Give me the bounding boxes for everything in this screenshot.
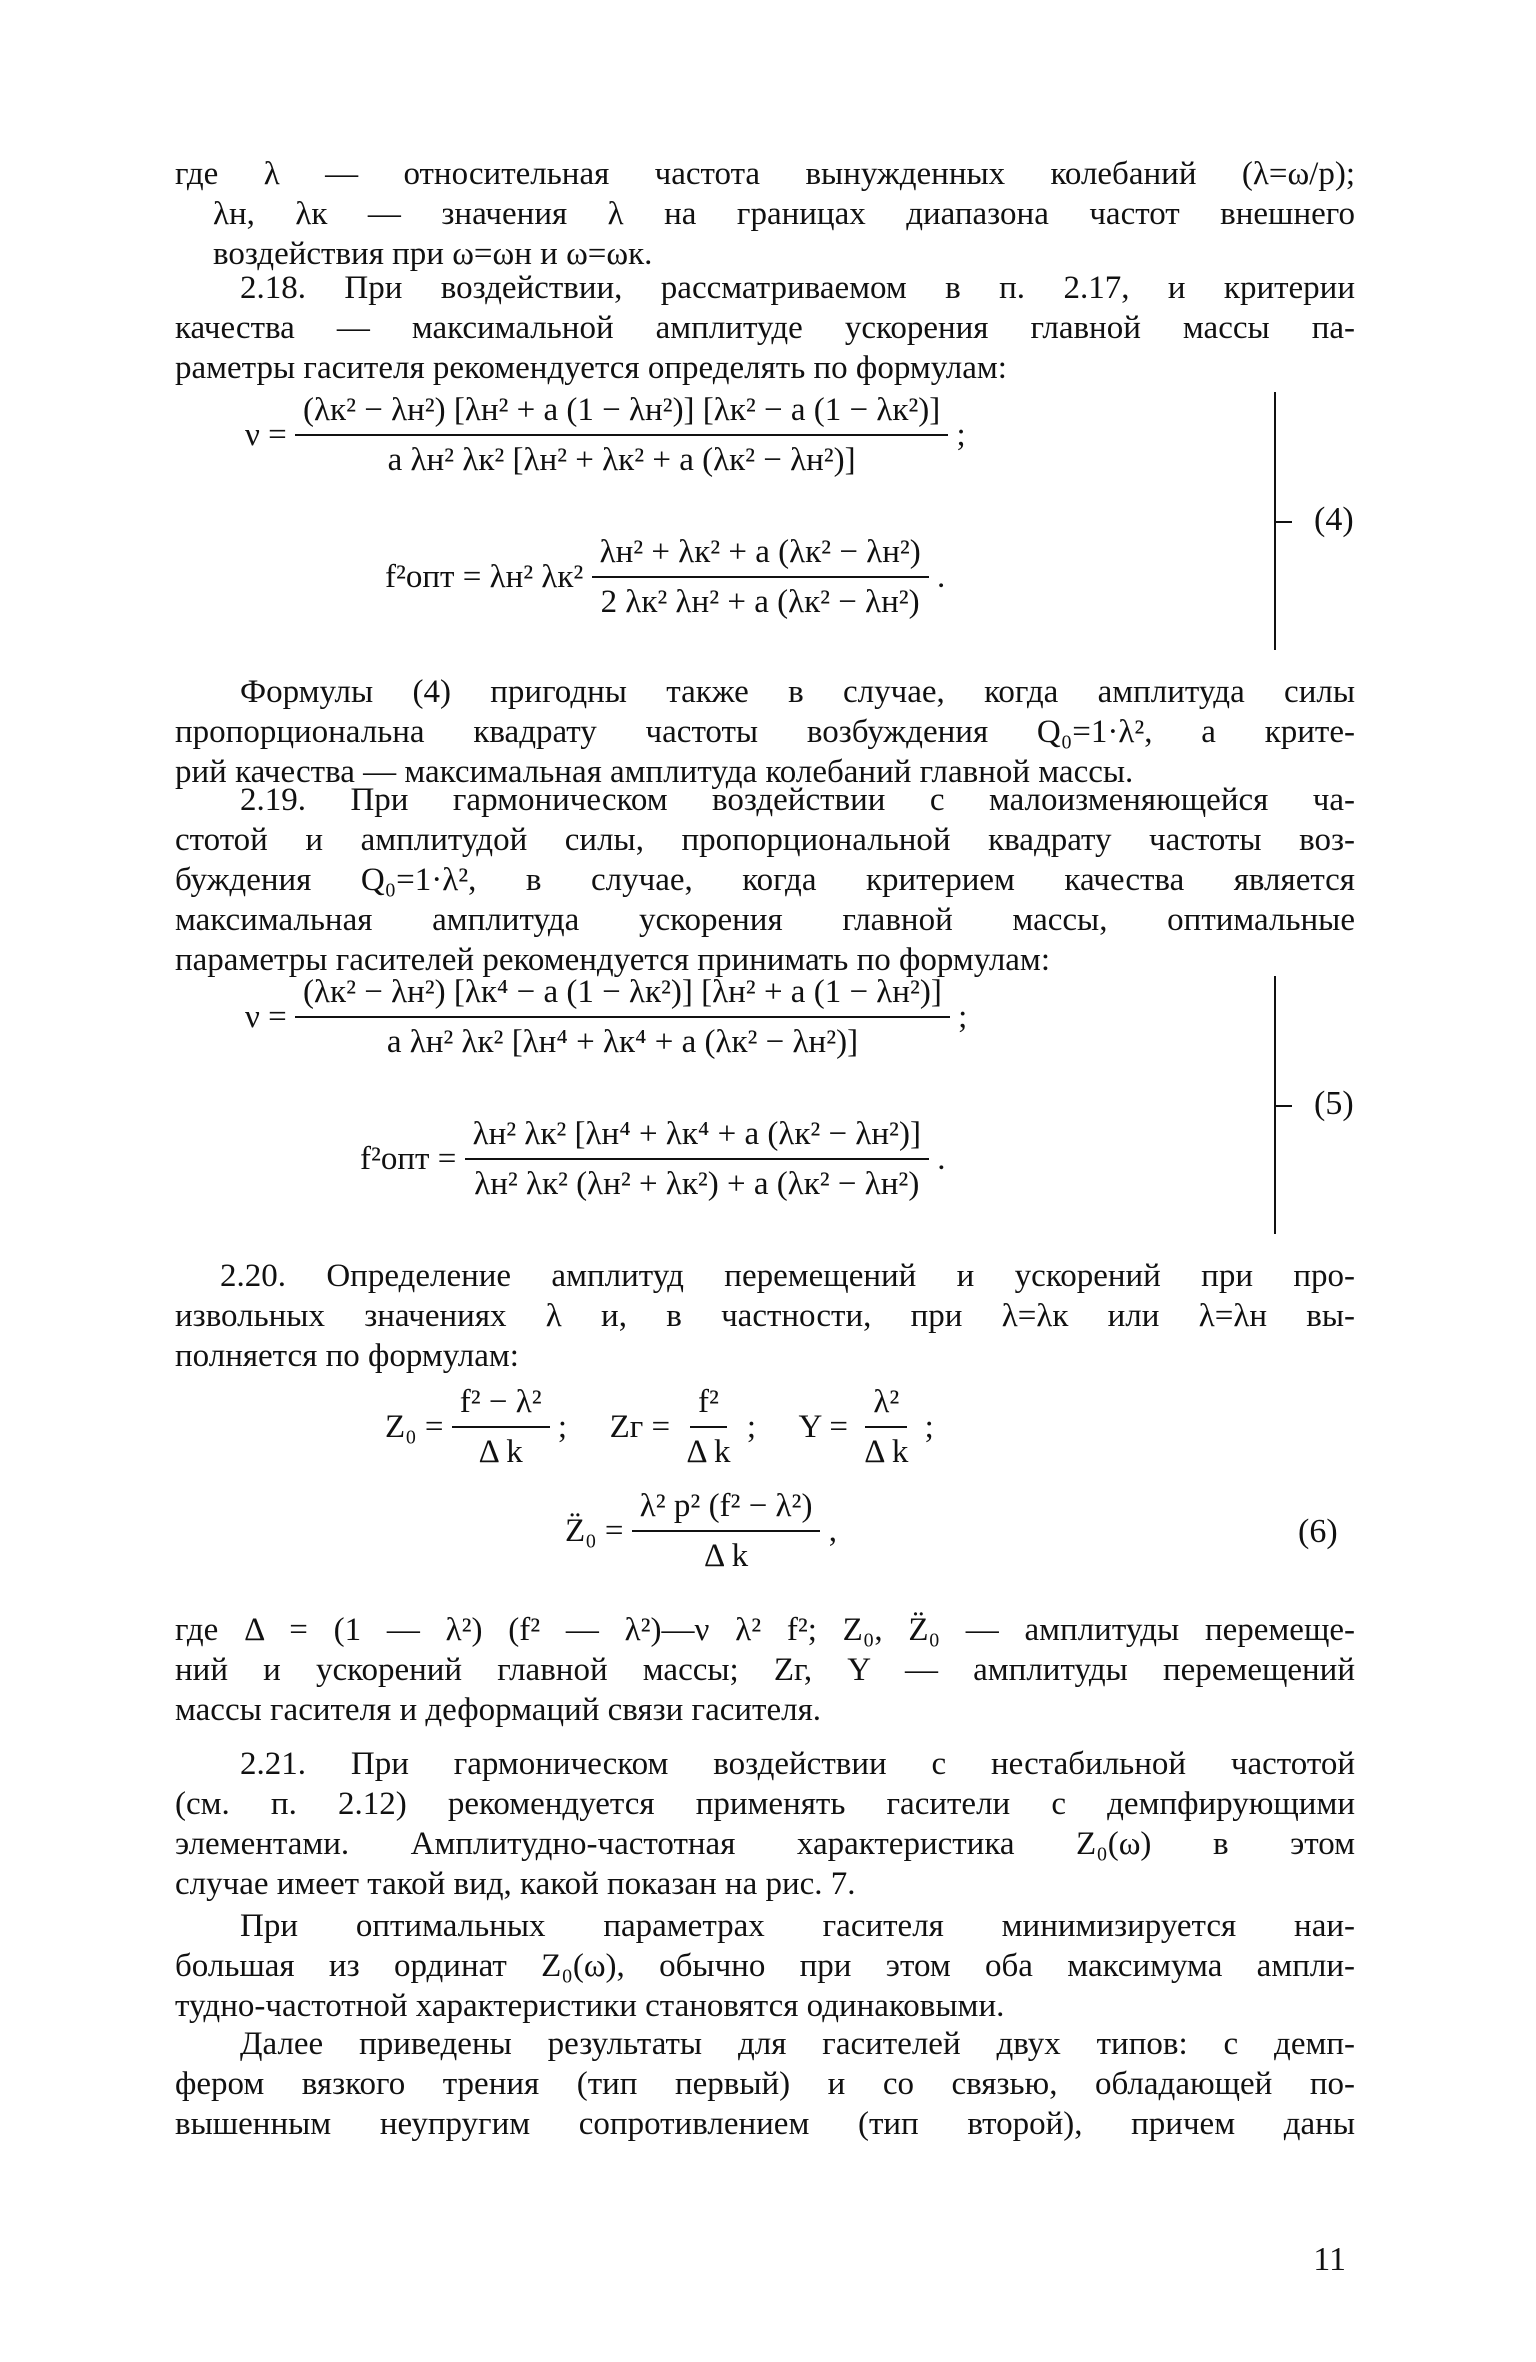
text-line: 2.21. При гармоническом воздействии с нестабильной частотой xyxy=(240,1746,1355,1782)
text-line: воздействия при ω=ωн и ω=ωк. xyxy=(213,236,653,272)
separator: , xyxy=(828,1513,837,1549)
text-line: максимальная амплитуда ускорения главной массы, оптимальные xyxy=(175,902,1355,938)
text-line: буждения Q₀=1·λ², в случае, когда критерием качества является xyxy=(175,862,1355,898)
text-line: Далее приведены результаты для гасителей двух типов: с демп- xyxy=(240,2026,1355,2062)
fraction xyxy=(592,532,929,622)
formula-4-nu xyxy=(245,390,966,480)
equation-number: (6) xyxy=(1298,1513,1338,1550)
optimal-parameters-paragraph xyxy=(175,1906,1355,2026)
denominator: λн² λк² (λн² + λк²) + a (λк² − λн²) xyxy=(474,1166,920,1202)
numerator: λ² xyxy=(865,1382,907,1428)
text-line: массы гасителя и деформаций связи гасителя. xyxy=(175,1692,822,1728)
fraction xyxy=(632,1486,821,1576)
separator: ; xyxy=(746,1409,756,1445)
formula-lhs: Z̈₀ = xyxy=(565,1513,624,1549)
denominator: Δ k xyxy=(864,1434,909,1470)
text-line: случае имеет такой вид, какой показан на рис. 7. xyxy=(175,1866,856,1902)
page-number: 11 xyxy=(1313,2241,1346,2278)
section-2-21-paragraph xyxy=(175,1744,1355,1904)
text-line: тудно-частотной характеристики становятся одинаковыми. xyxy=(175,1988,1005,2024)
fraction xyxy=(452,1382,550,1472)
text-line: пропорциональна квадрату частоты возбуждения Q₀=1·λ², а крите- xyxy=(175,714,1355,750)
formula-lhs: ν = xyxy=(245,999,287,1035)
formula-6-second-row xyxy=(565,1486,837,1576)
numerator: λн² λк² [λн⁴ + λк⁴ + a (λк² − λн²)] xyxy=(465,1114,929,1160)
separator: ; xyxy=(958,999,968,1035)
text-line: (см. п. 2.12) рекомендуется применять гасители с демпфирующими xyxy=(175,1786,1355,1822)
text-line: большая из ординат Z₀(ω), обычно при этом оба максимума ампли- xyxy=(175,1948,1355,1984)
section-2-20-paragraph xyxy=(175,1256,1355,1376)
numerator: (λк² − λн²) [λн² + a (1 − λн²)] [λк² − a (1 − λк²)] xyxy=(295,390,948,436)
separator: . xyxy=(937,1141,946,1177)
section-2-19-paragraph xyxy=(175,780,1355,980)
denominator: a λн² λк² [λн² + λк² + a (λк² − λн²)] xyxy=(387,442,856,478)
formula-lhs: f²опт = λн² λк² xyxy=(385,559,584,595)
text-line: где λ — относительная частота вынужденных колебаний (λ=ω/p); xyxy=(175,156,1355,192)
denominator: Δ k xyxy=(704,1538,749,1574)
formula-lhs: Z₀ = xyxy=(385,1409,444,1445)
text-line: фером вязкого трения (тип первый) и со связью, обладающей по- xyxy=(175,2066,1355,2102)
fraction xyxy=(465,1114,929,1204)
text-line: вышенным неупругим сопротивлением (тип второй), причем даны xyxy=(175,2106,1355,2142)
separator: ; xyxy=(956,417,966,453)
text-line: раметры гасителя рекомендуется определять по формулам: xyxy=(175,350,1007,386)
formula-note-paragraph xyxy=(175,672,1355,792)
text-line: 2.18. При воздействии, рассматриваемом в п. 2.17, и критерии xyxy=(240,270,1355,306)
equation-number: (4) xyxy=(1314,501,1354,538)
numerator: (λк² − λн²) [λк⁴ − a (1 − λк²)] [λн² + a (1 − λн²)] xyxy=(295,972,950,1018)
text-line: элементами. Амплитудно-частотная характеристика Z₀(ω) в этом xyxy=(175,1826,1355,1862)
text-line: λн, λк — значения λ на границах диапазона частот внешнего xyxy=(213,196,1355,232)
denominator: 2 λк² λн² + a (λк² − λн²) xyxy=(600,584,920,620)
definition-paragraph xyxy=(175,154,1355,274)
text-line: ний и ускорений главной массы; Zг, Y — амплитуды перемещений xyxy=(175,1652,1355,1688)
results-paragraph xyxy=(175,2024,1355,2144)
text-line: извольных значениях λ и, в частности, при λ=λк или λ=λн вы- xyxy=(175,1298,1355,1334)
text-line: 2.19. При гармоническом воздействии с малоизменяющейся ча- xyxy=(240,782,1355,818)
formula-6-first-row xyxy=(385,1382,934,1472)
separator: ; xyxy=(924,1409,934,1445)
text-line: параметры гасителей рекомендуется принимать по формулам: xyxy=(175,942,1050,978)
text-line: рий качества — максимальная амплитуда колебаний главной массы. xyxy=(175,754,1134,790)
equation-number: (5) xyxy=(1314,1085,1354,1122)
text-line: где Δ = (1 — λ²) (f² — λ²)—ν λ² f²; Z₀, Z̈₀ — амплитуды перемеще- xyxy=(175,1612,1355,1648)
denominator: a λн² λк² [λн⁴ + λк⁴ + a (λк² − λн²)] xyxy=(386,1024,859,1060)
formula-4-fopt xyxy=(385,532,945,622)
text-line: 2.20. Определение амплитуд перемещений и ускорений при про- xyxy=(220,1258,1355,1294)
denominator: Δ k xyxy=(686,1434,731,1470)
section-2-18-paragraph xyxy=(175,268,1355,388)
formula-lhs: f²опт = xyxy=(360,1141,457,1177)
formula-5-fopt xyxy=(360,1114,945,1204)
fraction xyxy=(295,972,950,1062)
denominator: Δ k xyxy=(478,1434,523,1470)
fraction xyxy=(678,1382,738,1472)
numerator: f² − λ² xyxy=(452,1382,550,1428)
formula-brace xyxy=(1258,392,1276,650)
numerator: λн² + λк² + a (λк² − λн²) xyxy=(592,532,929,578)
formula-brace xyxy=(1258,976,1276,1234)
formula-lhs: Zг = xyxy=(609,1409,671,1445)
text-line: Формулы (4) пригодны также в случае, когда амплитуда силы xyxy=(240,674,1355,710)
numerator: λ² p² (f² − λ²) xyxy=(632,1486,821,1532)
numerator: f² xyxy=(690,1382,727,1428)
separator: ; xyxy=(557,1409,568,1445)
text-line: полняется по формулам: xyxy=(175,1338,519,1374)
text-line: При оптимальных параметрах гасителя минимизируется наи- xyxy=(240,1908,1355,1944)
fraction xyxy=(295,390,948,480)
separator: . xyxy=(936,559,946,595)
formula-lhs: ν = xyxy=(245,417,287,453)
formula-5-nu xyxy=(245,972,967,1062)
text-line: качества — максимальной амплитуде ускорения главной массы па- xyxy=(175,310,1355,346)
variables-paragraph xyxy=(175,1610,1355,1730)
fraction xyxy=(856,1382,916,1472)
text-line: стотой и амплитудой силы, пропорциональной квадрату частоты воз- xyxy=(175,822,1355,858)
formula-lhs: Y = xyxy=(798,1409,848,1445)
